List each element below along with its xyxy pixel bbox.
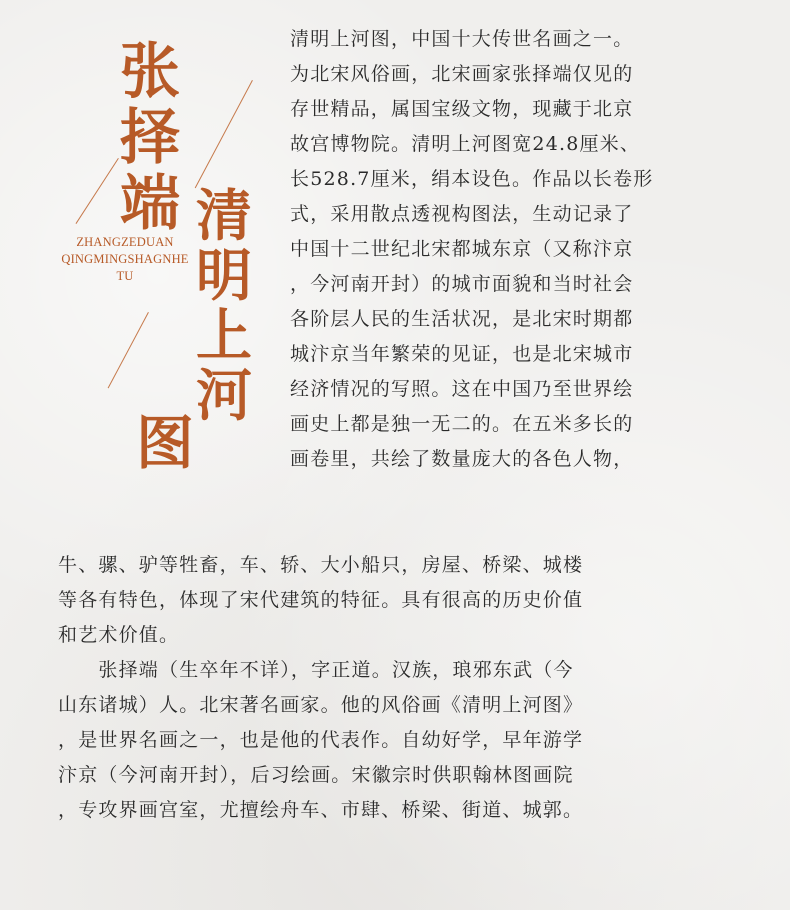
text-line: 为北宋风俗画，北宋画家张择端仅见的 — [290, 63, 634, 85]
author-char: 择 — [120, 103, 180, 173]
text-line: ，是世界名画之一，也是他的代表作。自幼好学，早年游学 — [58, 729, 584, 751]
painting-char: 明 — [196, 243, 252, 309]
text-line: 经济情况的写照。这在中国乃至世界绘 — [290, 378, 634, 400]
text-line: 汴京（今河南开封），后习绘画。宋徽宗时供职翰林图画院 — [58, 764, 574, 786]
text-line: 等各有特色，体现了宋代建筑的特征。具有很高的历史价值 — [58, 589, 584, 611]
text-line: 城汴京当年繁荣的见证，也是北宋城市 — [290, 343, 634, 365]
text-line: ，专攻界画宫室，尤擅绘舟车、市肆、桥梁、街道、城郭。 — [58, 799, 584, 821]
text-line: 长528.7厘米，绢本设色。作品以长卷形 — [290, 168, 654, 190]
text-line: 各阶层人民的生活状况，是北宋时期都 — [290, 308, 634, 330]
text-line: 牛、骡、驴等牲畜，车、轿、大小船只，房屋、桥梁、城楼 — [58, 554, 584, 576]
text-line: 画卷里，共绘了数量庞大的各色人物， — [290, 448, 634, 470]
painting-title-last-char: 图 — [136, 409, 195, 477]
author-char: 张 — [120, 37, 180, 107]
text-line: 张择端（生卒年不详），字正道。汉族，琅邪东武（今 — [58, 659, 574, 681]
text-line: ，今河南开封）的城市面貌和当时社会 — [290, 273, 634, 295]
decorative-line-top-left — [76, 158, 119, 224]
decorative-line-top-right — [195, 80, 253, 188]
text-line: 故宫博物院。清明上河图宽24.8厘米、 — [290, 133, 641, 155]
painting-char: 上 — [196, 303, 252, 369]
pinyin-line: ZHANGZEDUAN — [76, 235, 174, 249]
pinyin-subtitle — [40, 234, 210, 285]
author-char: 端 — [120, 169, 180, 239]
text-line: 画史上都是独一无二的。在五米多长的 — [290, 413, 634, 435]
painting-title-vertical — [196, 183, 252, 429]
text-line: 式，采用散点透视构图法，生动记录了 — [290, 203, 634, 225]
painting-char: 河 — [196, 363, 252, 429]
text-line: 和艺术价值。 — [58, 624, 180, 646]
text-line: 中国十二世纪北宋都城东京（又称汴京 — [290, 238, 634, 260]
pinyin-line: QINGMINGSHAGNHE — [61, 252, 189, 266]
intro-paragraph-upper — [290, 22, 653, 477]
text-line: 清明上河图，中国十大传世名画之一。 — [290, 28, 634, 50]
painting-char: 清 — [196, 183, 252, 249]
author-name-vertical — [120, 37, 180, 240]
text-line: 存世精品，属国宝级文物，现藏于北京 — [290, 98, 634, 120]
decorative-line-bottom-left — [108, 312, 149, 388]
text-line: 山东诸城）人。北宋著名画家。他的风俗画《清明上河图》 — [58, 694, 584, 716]
intro-paragraph-lower — [58, 548, 583, 828]
pinyin-line: TU — [116, 269, 134, 283]
